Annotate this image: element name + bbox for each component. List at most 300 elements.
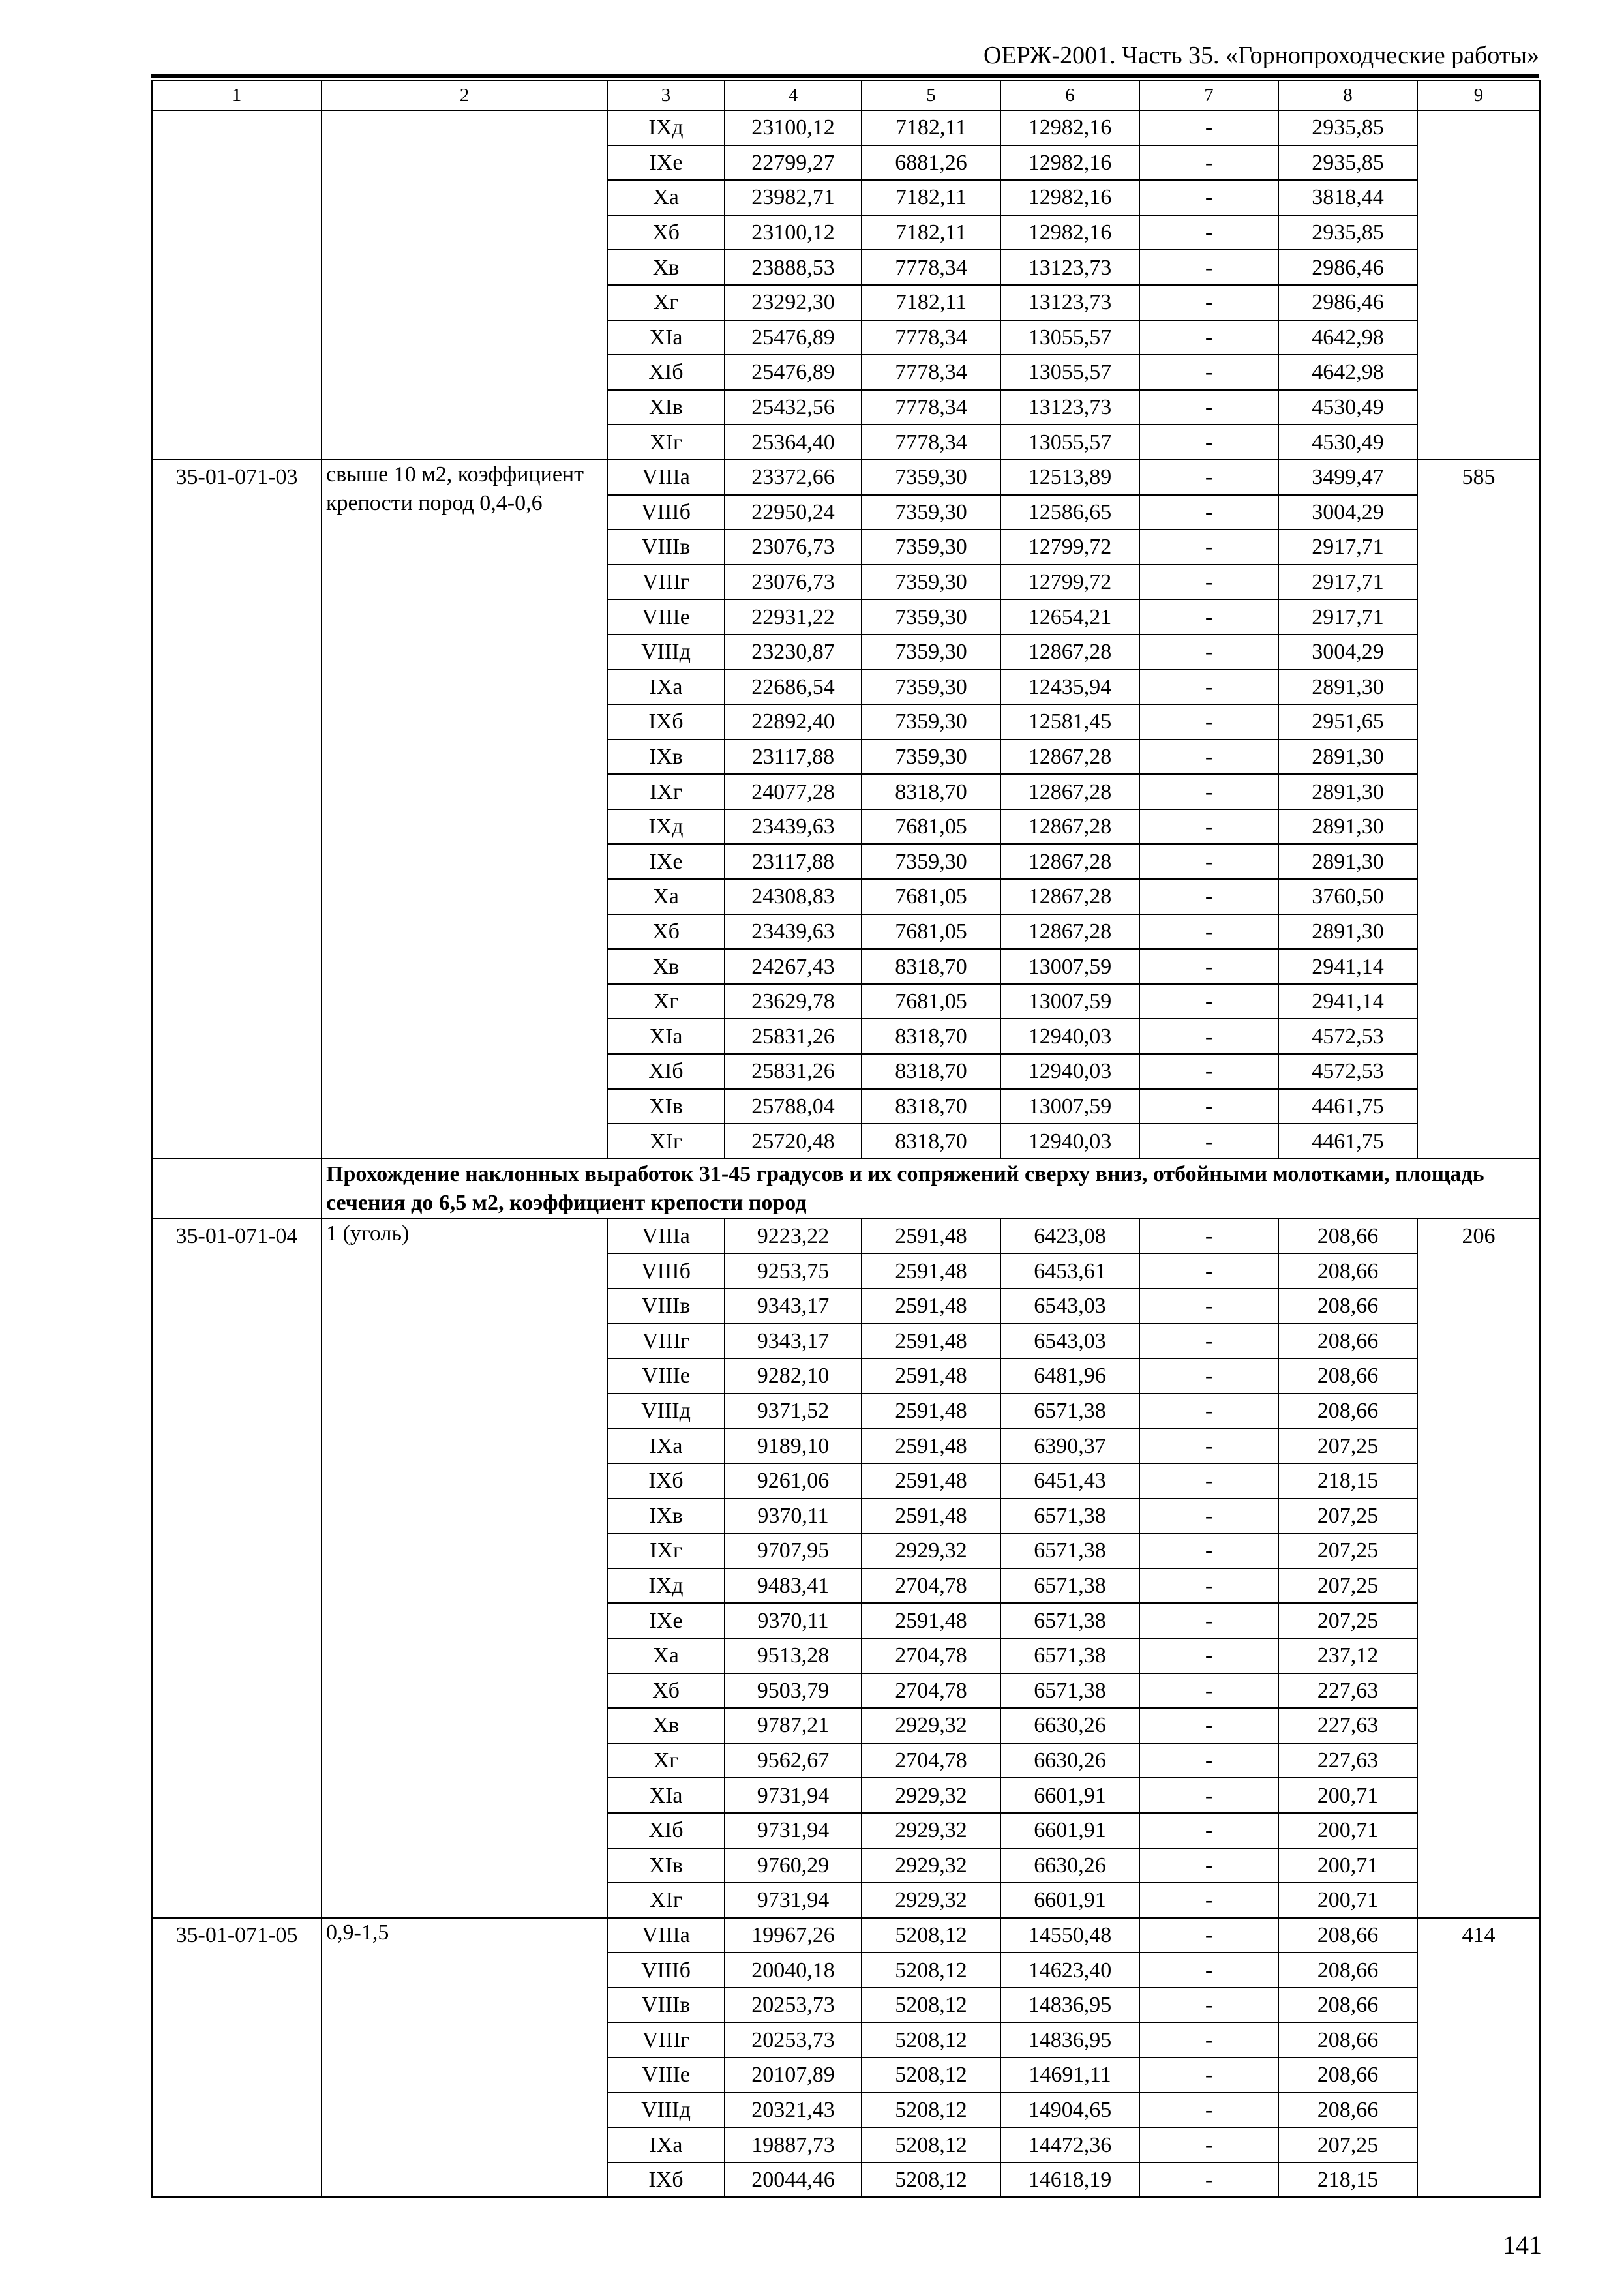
wages-cell: 2591,48 [862,1428,1000,1463]
total-cost-cell: 24308,83 [725,879,862,914]
labor-cost-cell: 2891,30 [1278,670,1417,705]
total-cost-cell: 23372,66 [725,460,862,495]
labor-cost-cell: 2941,14 [1278,949,1417,984]
wages-cell: 2929,32 [862,1708,1000,1743]
machines-cell: 12867,28 [1000,774,1139,809]
total-cost-cell: 23230,87 [725,635,862,670]
machines-cell: 12799,72 [1000,530,1139,565]
wages-cell: 7681,05 [862,914,1000,950]
wages-cell: 5208,12 [862,1988,1000,2023]
total-cost-cell: 23629,78 [725,984,862,1019]
zone-cell: Xв [607,1708,725,1743]
zone-cell: VIIIд [607,2093,725,2128]
wages-cell: 2591,48 [862,1253,1000,1289]
machines-cell: 6571,38 [1000,1499,1139,1534]
total-cost-cell: 25831,26 [725,1054,862,1089]
machines-cell: 13007,59 [1000,949,1139,984]
materials-cell: - [1139,1813,1278,1848]
total-cost-cell: 9503,79 [725,1673,862,1709]
zone-cell: Xг [607,1743,725,1778]
labor-cost-cell: 207,25 [1278,2127,1417,2162]
labor-cost-cell: 4642,98 [1278,355,1417,390]
materials-cell: - [1139,1499,1278,1534]
materials-cell: - [1139,1428,1278,1463]
wages-cell: 7681,05 [862,879,1000,914]
wages-cell: 7778,34 [862,390,1000,425]
materials-cell: - [1139,635,1278,670]
zone-cell: IXд [607,1568,725,1604]
labor-cost-cell: 200,71 [1278,1813,1417,1848]
total-cost-cell: 23439,63 [725,914,862,950]
labor-cost-cell: 2891,30 [1278,844,1417,879]
wages-cell: 2929,32 [862,1848,1000,1883]
materials-cell: - [1139,2022,1278,2057]
wages-cell: 2929,32 [862,1813,1000,1848]
wages-cell: 7778,34 [862,425,1000,460]
rates-table [151,80,1541,2198]
machines-cell: 6451,43 [1000,1463,1139,1499]
labor-cost-cell: 2941,14 [1278,984,1417,1019]
wages-cell: 5208,12 [862,2093,1000,2128]
wages-cell: 2704,78 [862,1638,1000,1673]
column-number-cell: 2 [322,80,607,110]
machines-cell: 6601,91 [1000,1778,1139,1813]
wages-cell: 7359,30 [862,495,1000,530]
labor-cost-cell: 208,66 [1278,2057,1417,2093]
total-cost-cell: 23439,63 [725,809,862,845]
total-cost-cell: 23117,88 [725,844,862,879]
zone-cell: Xг [607,984,725,1019]
materials-cell: - [1139,425,1278,460]
machines-cell: 13123,73 [1000,390,1139,425]
wages-cell: 8318,70 [862,1019,1000,1054]
labor-cost-cell: 4530,49 [1278,390,1417,425]
zone-cell: Xб [607,1673,725,1709]
labor-cost-cell: 207,25 [1278,1568,1417,1604]
wages-cell: 8318,70 [862,949,1000,984]
total-cost-cell: 9370,11 [725,1499,862,1534]
total-cost-cell: 22892,40 [725,704,862,740]
labor-cost-cell: 4530,49 [1278,425,1417,460]
zone-cell: VIIIг [607,2022,725,2057]
section-blank-cell [152,1159,322,1219]
materials-cell: - [1139,390,1278,425]
wages-cell: 7778,34 [862,250,1000,285]
total-cost-cell: 23076,73 [725,565,862,600]
zone-cell: Xв [607,250,725,285]
zone-cell: Xa [607,180,725,215]
wages-cell: 2704,78 [862,1568,1000,1604]
labor-cost-cell: 2891,30 [1278,774,1417,809]
wages-cell: 8318,70 [862,774,1000,809]
zone-cell: VIIIe [607,1358,725,1394]
zone-cell: VIIIд [607,1394,725,1429]
labor-cost-cell: 207,25 [1278,1428,1417,1463]
total-cost-cell: 20044,46 [725,2162,862,2198]
materials-cell: - [1139,1463,1278,1499]
column-number-cell: 4 [725,80,862,110]
zone-cell: XIб [607,355,725,390]
wages-cell: 2704,78 [862,1673,1000,1709]
machines-cell: 6481,96 [1000,1358,1139,1394]
machines-cell: 6423,08 [1000,1219,1139,1254]
wages-cell: 7359,30 [862,460,1000,495]
total-cost-cell: 25476,89 [725,320,862,355]
labor-cost-cell: 208,66 [1278,1952,1417,1988]
zone-cell: IXг [607,1533,725,1568]
machines-cell: 13123,73 [1000,250,1139,285]
materials-cell: - [1139,1124,1278,1159]
machines-cell: 14836,95 [1000,1988,1139,2023]
table-header [152,80,1540,110]
zone-cell: Xг [607,285,725,320]
zone-cell: XIв [607,1089,725,1124]
materials-cell: - [1139,1533,1278,1568]
machines-cell: 14836,95 [1000,2022,1139,2057]
total-cost-cell: 9282,10 [725,1358,862,1394]
zone-cell: IXe [607,145,725,181]
labor-cost-cell: 3499,47 [1278,460,1417,495]
materials-cell: - [1139,1743,1278,1778]
materials-cell: - [1139,1054,1278,1089]
labor-cost-cell: 237,12 [1278,1638,1417,1673]
zone-cell: VIIIд [607,635,725,670]
wages-cell: 5208,12 [862,1918,1000,1953]
column-number-cell: 1 [152,80,322,110]
zone-cell: XIв [607,1848,725,1883]
total-cost-cell: 19967,26 [725,1918,862,1953]
machines-cell: 12982,16 [1000,110,1139,145]
wages-cell: 7681,05 [862,984,1000,1019]
zone-cell: IXa [607,670,725,705]
machines-cell: 6543,03 [1000,1289,1139,1324]
machines-cell: 12799,72 [1000,565,1139,600]
zone-cell: VIIIe [607,2057,725,2093]
wages-cell: 7359,30 [862,635,1000,670]
total-cost-cell: 9731,94 [725,1778,862,1813]
materials-cell: - [1139,1638,1278,1673]
labor-cost-cell: 208,66 [1278,1219,1417,1254]
zone-cell: IXд [607,809,725,845]
zone-cell: Xa [607,879,725,914]
materials-cell: - [1139,1883,1278,1918]
labor-cost-cell: 208,66 [1278,1358,1417,1394]
labor-cost-cell: 2891,30 [1278,914,1417,950]
labor-cost-cell: 207,25 [1278,1533,1417,1568]
machines-cell: 13055,57 [1000,355,1139,390]
zone-cell: IXe [607,1603,725,1638]
materials-cell: - [1139,1848,1278,1883]
materials-cell: - [1139,1603,1278,1638]
labor-hours-cell: 206 [1417,1219,1540,1918]
machines-cell: 6571,38 [1000,1394,1139,1429]
rate-code-cell: 35-01-071-04 [152,1219,322,1918]
zone-cell: VIIIa [607,1219,725,1254]
materials-cell: - [1139,949,1278,984]
zone-cell: VIIIe [607,599,725,635]
zone-cell: XIб [607,1054,725,1089]
table-row [152,110,1540,145]
machines-cell: 6601,91 [1000,1883,1139,1918]
wages-cell: 7359,30 [862,740,1000,775]
table-row [152,460,1540,495]
materials-cell: - [1139,355,1278,390]
total-cost-cell: 9189,10 [725,1428,862,1463]
machines-cell: 12435,94 [1000,670,1139,705]
materials-cell: - [1139,914,1278,950]
total-cost-cell: 9562,67 [725,1743,862,1778]
total-cost-cell: 22686,54 [725,670,862,705]
materials-cell: - [1139,2127,1278,2162]
labor-cost-cell: 3818,44 [1278,180,1417,215]
column-number-cell: 7 [1139,80,1278,110]
materials-cell: - [1139,565,1278,600]
wages-cell: 7778,34 [862,320,1000,355]
total-cost-cell: 25432,56 [725,390,862,425]
labor-cost-cell: 4572,53 [1278,1019,1417,1054]
machines-cell: 13123,73 [1000,285,1139,320]
machines-cell: 13055,57 [1000,320,1139,355]
total-cost-cell: 23100,12 [725,110,862,145]
materials-cell: - [1139,1358,1278,1394]
wages-cell: 7182,11 [862,215,1000,250]
labor-cost-cell: 4461,75 [1278,1089,1417,1124]
total-cost-cell: 9343,17 [725,1289,862,1324]
zone-cell: XIг [607,1124,725,1159]
materials-cell: - [1139,1708,1278,1743]
labor-cost-cell: 2917,71 [1278,599,1417,635]
labor-cost-cell: 200,71 [1278,1848,1417,1883]
materials-cell: - [1139,285,1278,320]
total-cost-cell: 9731,94 [725,1883,862,1918]
labor-cost-cell: 208,66 [1278,1394,1417,1429]
zone-cell: XIг [607,425,725,460]
materials-cell: - [1139,2093,1278,2128]
labor-cost-cell: 2935,85 [1278,215,1417,250]
wages-cell: 7359,30 [862,599,1000,635]
materials-cell: - [1139,1219,1278,1254]
machines-cell: 14623,40 [1000,1952,1139,1988]
zone-cell: Xв [607,949,725,984]
column-number-cell: 5 [862,80,1000,110]
page-number: 141 [1503,2230,1542,2260]
labor-cost-cell: 207,25 [1278,1603,1417,1638]
rate-code-cell: 35-01-071-05 [152,1918,322,2198]
total-cost-cell: 25364,40 [725,425,862,460]
materials-cell: - [1139,740,1278,775]
table-row [152,1219,1540,1254]
wages-cell: 2591,48 [862,1324,1000,1359]
wages-cell: 6881,26 [862,145,1000,181]
wages-cell: 7359,30 [862,565,1000,600]
machines-cell: 14472,36 [1000,2127,1139,2162]
machines-cell: 12867,28 [1000,879,1139,914]
total-cost-cell: 19887,73 [725,2127,862,2162]
total-cost-cell: 25831,26 [725,1019,862,1054]
labor-cost-cell: 208,66 [1278,2022,1417,2057]
labor-cost-cell: 4642,98 [1278,320,1417,355]
machines-cell: 6630,26 [1000,1708,1139,1743]
materials-cell: - [1139,1019,1278,1054]
labor-cost-cell: 208,66 [1278,1918,1417,1953]
machines-cell: 13055,57 [1000,425,1139,460]
zone-cell: Xб [607,914,725,950]
machines-cell: 12940,03 [1000,1019,1139,1054]
rate-description-cell: свыше 10 м2, коэффициент крепости пород 0,4-0,6 [322,460,607,1159]
machines-cell: 14550,48 [1000,1918,1139,1953]
labor-cost-cell: 208,66 [1278,1324,1417,1359]
total-cost-cell: 9371,52 [725,1394,862,1429]
machines-cell: 6571,38 [1000,1533,1139,1568]
wages-cell: 2591,48 [862,1463,1000,1499]
materials-cell: - [1139,215,1278,250]
labor-cost-cell: 2935,85 [1278,145,1417,181]
wages-cell: 7182,11 [862,110,1000,145]
total-cost-cell: 9343,17 [725,1324,862,1359]
total-cost-cell: 9253,75 [725,1253,862,1289]
total-cost-cell: 25476,89 [725,355,862,390]
labor-cost-cell: 3004,29 [1278,635,1417,670]
materials-cell: - [1139,250,1278,285]
zone-cell: VIIIг [607,565,725,600]
document-title: ОЕРЖ-2001. Часть 35. «Горнопроходческие работы» [984,42,1539,69]
machines-cell: 12867,28 [1000,809,1139,845]
labor-cost-cell: 2891,30 [1278,809,1417,845]
zone-cell: IXг [607,774,725,809]
labor-cost-cell: 2935,85 [1278,110,1417,145]
zone-cell: XIг [607,1883,725,1918]
total-cost-cell: 23117,88 [725,740,862,775]
total-cost-cell: 20107,89 [725,2057,862,2093]
wages-cell: 5208,12 [862,2127,1000,2162]
machines-cell: 6630,26 [1000,1743,1139,1778]
rate-code-cell: 35-01-071-03 [152,460,322,1159]
machines-cell: 12867,28 [1000,914,1139,950]
rate-description-cell [322,110,607,460]
materials-cell: - [1139,320,1278,355]
zone-cell: VIIIa [607,460,725,495]
machines-cell: 6453,61 [1000,1253,1139,1289]
labor-cost-cell: 227,63 [1278,1673,1417,1709]
materials-cell: - [1139,1952,1278,1988]
labor-cost-cell: 207,25 [1278,1499,1417,1534]
wages-cell: 2591,48 [862,1358,1000,1394]
total-cost-cell: 9261,06 [725,1463,862,1499]
materials-cell: - [1139,2057,1278,2093]
labor-cost-cell: 2986,46 [1278,250,1417,285]
zone-cell: Xa [607,1638,725,1673]
materials-cell: - [1139,984,1278,1019]
materials-cell: - [1139,704,1278,740]
zone-cell: IXa [607,2127,725,2162]
materials-cell: - [1139,180,1278,215]
labor-cost-cell: 200,71 [1278,1778,1417,1813]
section-heading: Прохождение наклонных выработок 31-45 градусов и их сопряжений сверху вниз, отбойными молотками, площадь сечения до 6,5 м2, коэффициент крепости пород [322,1159,1540,1219]
materials-cell: - [1139,1089,1278,1124]
wages-cell: 8318,70 [862,1089,1000,1124]
zone-cell: XIa [607,320,725,355]
machines-cell: 12654,21 [1000,599,1139,635]
zone-cell: VIIIб [607,1952,725,1988]
wages-cell: 5208,12 [862,2162,1000,2198]
machines-cell: 12982,16 [1000,215,1139,250]
total-cost-cell: 23100,12 [725,215,862,250]
column-number-cell: 3 [607,80,725,110]
materials-cell: - [1139,1778,1278,1813]
zone-cell: Xб [607,215,725,250]
column-number-cell: 9 [1417,80,1540,110]
materials-cell: - [1139,844,1278,879]
labor-cost-cell: 3004,29 [1278,495,1417,530]
machines-cell: 6601,91 [1000,1813,1139,1848]
materials-cell: - [1139,460,1278,495]
total-cost-cell: 25720,48 [725,1124,862,1159]
zone-cell: XIв [607,390,725,425]
zone-cell: IXa [607,1428,725,1463]
zone-cell: VIIIб [607,495,725,530]
labor-cost-cell: 2951,65 [1278,704,1417,740]
labor-cost-cell: 218,15 [1278,2162,1417,2198]
materials-cell: - [1139,809,1278,845]
labor-cost-cell: 208,66 [1278,1988,1417,2023]
total-cost-cell: 20040,18 [725,1952,862,1988]
labor-cost-cell: 208,66 [1278,1253,1417,1289]
total-cost-cell: 9787,21 [725,1708,862,1743]
materials-cell: - [1139,1394,1278,1429]
section-heading-row [152,1159,1540,1219]
wages-cell: 2929,32 [862,1533,1000,1568]
materials-cell: - [1139,1918,1278,1953]
table-body [152,110,1540,2197]
machines-cell: 12982,16 [1000,180,1139,215]
total-cost-cell: 24077,28 [725,774,862,809]
wages-cell: 7359,30 [862,530,1000,565]
column-number-cell: 8 [1278,80,1417,110]
total-cost-cell: 23888,53 [725,250,862,285]
wages-cell: 7778,34 [862,355,1000,390]
materials-cell: - [1139,1289,1278,1324]
wages-cell: 7681,05 [862,809,1000,845]
machines-cell: 12867,28 [1000,635,1139,670]
labor-hours-cell: 414 [1417,1918,1540,2198]
zone-cell: VIIIг [607,1324,725,1359]
zone-cell: XIa [607,1019,725,1054]
wages-cell: 2591,48 [862,1603,1000,1638]
machines-cell: 6571,38 [1000,1568,1139,1604]
wages-cell: 2591,48 [862,1289,1000,1324]
wages-cell: 2591,48 [862,1499,1000,1534]
machines-cell: 6630,26 [1000,1848,1139,1883]
zone-cell: IXe [607,844,725,879]
labor-cost-cell: 227,63 [1278,1743,1417,1778]
page-header [151,38,1539,78]
machines-cell: 14618,19 [1000,2162,1139,2198]
total-cost-cell: 23076,73 [725,530,862,565]
labor-hours-cell: 585 [1417,460,1540,1159]
total-cost-cell: 20321,43 [725,2093,862,2128]
zone-cell: IXб [607,704,725,740]
machines-cell: 12867,28 [1000,844,1139,879]
machines-cell: 12867,28 [1000,740,1139,775]
total-cost-cell: 20253,73 [725,2022,862,2057]
total-cost-cell: 22950,24 [725,495,862,530]
machines-cell: 12940,03 [1000,1124,1139,1159]
table-row [152,1918,1540,1953]
zone-cell: VIIIa [607,1918,725,1953]
materials-cell: - [1139,110,1278,145]
rate-code-cell [152,110,322,460]
labor-cost-cell: 2917,71 [1278,530,1417,565]
